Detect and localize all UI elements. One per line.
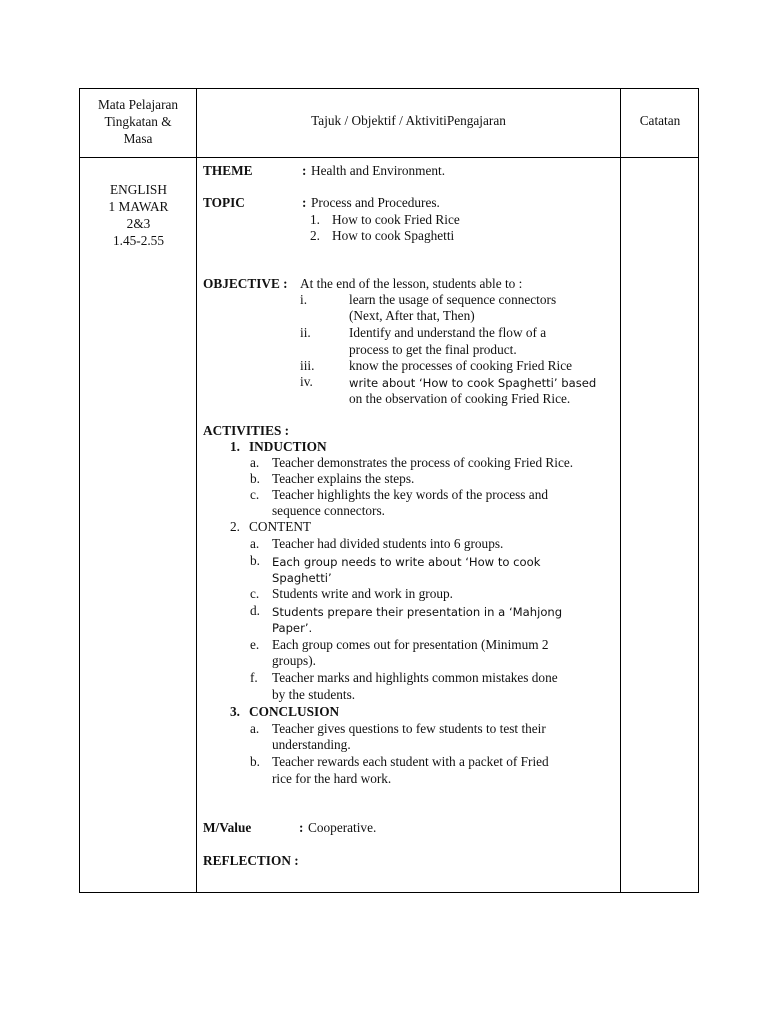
class-subject: ENGLISH xyxy=(110,182,167,197)
activity-letter: c. xyxy=(250,586,260,601)
activity-letter: b. xyxy=(250,553,260,568)
mvalue-colon: : xyxy=(299,820,304,835)
activity-line: Teacher had divided students into 6 groups. xyxy=(272,536,504,551)
activity-line: Each group needs to write about ‘How to cook xyxy=(272,555,541,569)
activity-letter: f. xyxy=(250,670,258,685)
header-topic-cell: Tajuk / Objektif / AktivitiPengajaran xyxy=(311,113,506,128)
mvalue-value: Cooperative. xyxy=(308,820,377,835)
objective-line: on the observation of cooking Fried Rice. xyxy=(349,391,571,406)
header-subject-line: Masa xyxy=(123,131,153,146)
activity-line: Teacher explains the steps. xyxy=(272,471,415,486)
reflection-label: REFLECTION : xyxy=(203,853,299,868)
objective-line: know the processes of cooking Fried Rice xyxy=(349,358,573,373)
objective-line: Identify and understand the flow of a xyxy=(349,325,547,340)
objective-intro: At the end of the lesson, students able to : xyxy=(300,276,523,291)
conclusion-title: CONCLUSION xyxy=(249,704,340,719)
objective-num: iii. xyxy=(300,358,315,373)
activity-line: Paper’. xyxy=(272,621,313,635)
activity-line: Teacher highlights the key words of the process and xyxy=(272,487,549,502)
class-time: 1.45-2.55 xyxy=(113,233,164,248)
activities-label: ACTIVITIES : xyxy=(203,423,290,438)
header-subject-line: Tingkatan & xyxy=(104,114,172,129)
header-divider xyxy=(80,157,698,158)
activity-letter: c. xyxy=(250,487,260,502)
activity-line: sequence connectors. xyxy=(272,503,385,518)
theme-label: THEME xyxy=(203,163,253,178)
activity-letter: e. xyxy=(250,637,260,652)
topic-item: How to cook Spaghetti xyxy=(332,228,455,243)
content-num: 2. xyxy=(230,519,240,534)
objective-line: write about ‘How to cook Spaghetti’ based xyxy=(349,376,597,390)
topic-colon: : xyxy=(302,195,307,210)
activity-line: Teacher marks and highlights common mistakes done xyxy=(272,670,558,685)
activity-line: Students write and work in group. xyxy=(272,586,453,601)
topic-value: Process and Procedures. xyxy=(311,195,440,210)
activity-letter: b. xyxy=(250,471,260,486)
induction-num: 1. xyxy=(230,439,240,454)
activity-line: Teacher demonstrates the process of cooking Fried Rice. xyxy=(272,455,574,470)
activity-letter: b. xyxy=(250,754,260,769)
class-info-cell xyxy=(80,181,197,249)
header-notes-cell: Catatan xyxy=(639,113,681,128)
activity-line: Each group comes out for presentation (Minimum 2 xyxy=(272,637,549,652)
mvalue-label: M/Value xyxy=(203,820,252,835)
objective-line: process to get the final product. xyxy=(349,342,517,357)
topic-label: TOPIC xyxy=(203,195,245,210)
objective-line: (Next, After that, Then) xyxy=(349,308,475,323)
topic-item: How to cook Fried Rice xyxy=(332,212,460,227)
theme-colon: : xyxy=(302,163,307,178)
activity-line: groups). xyxy=(272,653,316,668)
topic-item-num: 1. xyxy=(310,212,320,227)
objective-label: OBJECTIVE : xyxy=(203,276,288,291)
activity-letter: a. xyxy=(250,455,260,470)
header-subject-cell xyxy=(80,96,196,147)
topic-item-num: 2. xyxy=(310,228,320,243)
activity-line: Students prepare their presentation in a ‘Mahjong xyxy=(272,605,563,619)
activity-letter: a. xyxy=(250,721,260,736)
content-title: CONTENT xyxy=(249,519,312,534)
activity-letter: a. xyxy=(250,536,260,551)
class-period: 2&3 xyxy=(126,216,151,231)
column-divider-2 xyxy=(620,89,621,892)
activity-line: Teacher rewards each student with a packet of Fried xyxy=(272,754,549,769)
activity-line: Spaghetti’ xyxy=(272,571,332,585)
class-name: 1 MAWAR xyxy=(108,199,169,214)
header-subject-line: Mata Pelajaran xyxy=(97,97,179,112)
theme-value: Health and Environment. xyxy=(311,163,446,178)
activity-line: understanding. xyxy=(272,737,351,752)
activity-line: by the students. xyxy=(272,687,356,702)
conclusion-num: 3. xyxy=(230,704,240,719)
activity-letter: d. xyxy=(250,603,260,618)
induction-title: INDUCTION xyxy=(249,439,327,454)
activity-line: Teacher gives questions to few students to test their xyxy=(272,721,546,736)
objective-num: ii. xyxy=(300,325,311,340)
objective-line: learn the usage of sequence connectors xyxy=(349,292,557,307)
activity-line: rice for the hard work. xyxy=(272,771,392,786)
objective-num: i. xyxy=(300,292,308,307)
objective-num: iv. xyxy=(300,374,313,389)
